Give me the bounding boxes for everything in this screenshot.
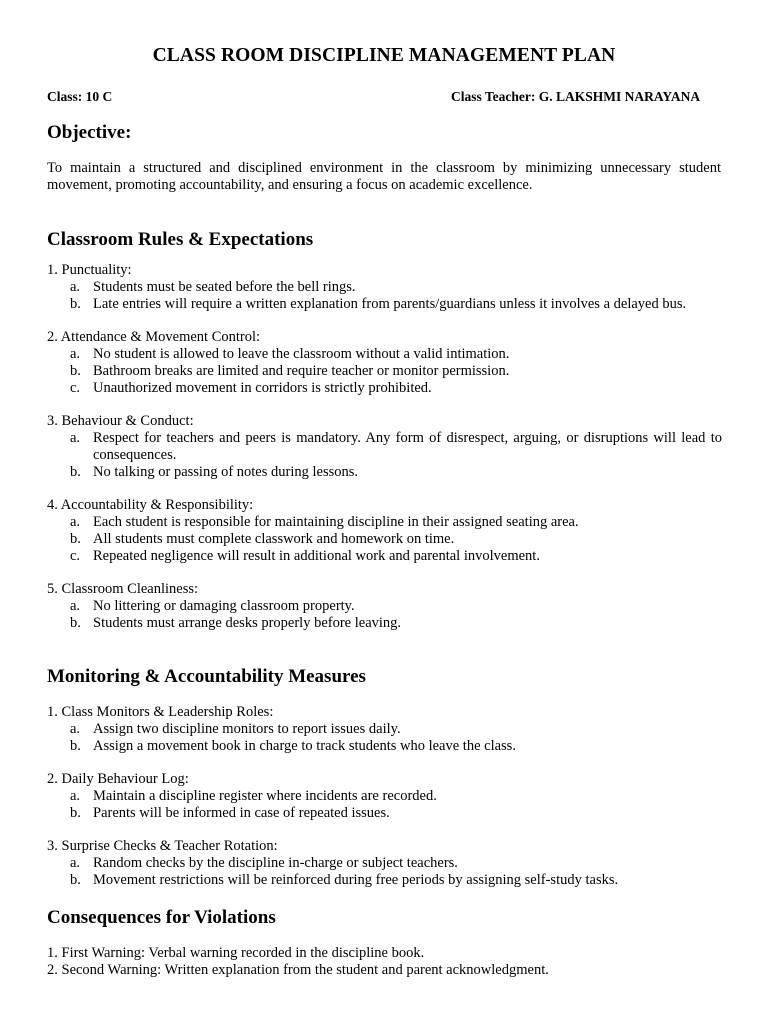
list-item <box>70 615 722 632</box>
list-item-text: Assign a movement book in charge to track students who leave the class. <box>93 738 516 754</box>
list-item-text: Respect for teachers and peers is mandatory. Any form of disrespect, arguing, or disruptions will lead to consequences. <box>93 430 722 463</box>
list-item-text: No littering or damaging classroom property. <box>93 598 355 614</box>
consequence-item: 1. First Warning: Verbal warning recorded in the discipline book. <box>47 945 425 961</box>
list-item-letter: b. <box>70 296 81 312</box>
class-teacher-label: Class Teacher: G. LAKSHMI NARAYANA <box>451 89 701 104</box>
list-item-letter: a. <box>70 855 81 871</box>
list-item-text: Late entries will require a written explanation from parents/guardians unless it involves a delayed bus. <box>93 296 687 312</box>
list-item-letter: c. <box>70 380 81 396</box>
list-item <box>70 346 722 363</box>
rule-group-title: 3. Behaviour & Conduct: <box>47 413 194 429</box>
list-item-text: Assign two discipline monitors to report issues daily. <box>93 721 401 737</box>
list-item <box>70 279 722 296</box>
list-item-text: No talking or passing of notes during lessons. <box>93 464 359 480</box>
list-item <box>70 430 722 464</box>
list-item-letter: a. <box>70 430 81 446</box>
list-item <box>70 548 722 565</box>
list-item <box>70 598 722 615</box>
list-item-text: Maintain a discipline register where incidents are recorded. <box>93 788 437 804</box>
rule-group-title: 2. Attendance & Movement Control: <box>47 329 261 345</box>
rules-heading: Classroom Rules & Expectations <box>47 229 314 250</box>
list-item-letter: a. <box>70 721 81 737</box>
list-item <box>70 380 722 397</box>
rule-group-title: 4. Accountability & Responsibility: <box>47 497 254 513</box>
list-item-text: Repeated negligence will result in additional work and parental involvement. <box>93 548 540 564</box>
document-title: CLASS ROOM DISCIPLINE MANAGEMENT PLAN <box>152 45 616 66</box>
list-item-letter: b. <box>70 615 81 631</box>
list-item-letter: b. <box>70 805 81 821</box>
list-item <box>70 855 722 872</box>
class-label: Class: 10 C <box>47 89 113 104</box>
list-item <box>70 296 722 313</box>
list-item <box>70 363 722 380</box>
list-item <box>70 805 722 822</box>
monitoring-group-title: 3. Surprise Checks & Teacher Rotation: <box>47 838 278 854</box>
list-item-text: Bathroom breaks are limited and require teacher or monitor permission. <box>93 363 510 379</box>
list-item-text: Parents will be informed in case of repeated issues. <box>93 805 390 821</box>
list-item-letter: b. <box>70 464 81 480</box>
rule-group-title: 5. Classroom Cleanliness: <box>47 581 199 597</box>
consequences-heading: Consequences for Violations <box>47 907 276 928</box>
list-item-letter: b. <box>70 872 81 888</box>
list-item-text: Unauthorized movement in corridors is strictly prohibited. <box>93 380 432 396</box>
list-item-letter: b. <box>70 738 81 754</box>
list-item-letter: a. <box>70 788 81 804</box>
monitoring-heading: Monitoring & Accountability Measures <box>47 666 366 687</box>
list-item-text: Movement restrictions will be reinforced during free periods by assigning self-study tasks. <box>93 872 619 888</box>
objective-heading: Objective: <box>47 122 132 143</box>
list-item-letter: b. <box>70 531 81 547</box>
list-item <box>70 514 722 531</box>
objective-text: To maintain a structured and disciplined environment in the classroom by minimizing unnecessary student movement, promoting accountability, and ensuring a focus on academic excellence. <box>47 160 721 193</box>
list-item <box>70 531 722 548</box>
list-item-letter: a. <box>70 279 81 295</box>
list-item-text: Each student is responsible for maintaining discipline in their assigned seating area. <box>93 514 579 530</box>
list-item-text: Random checks by the discipline in-charge or subject teachers. <box>93 855 458 871</box>
list-item <box>70 721 722 738</box>
list-item <box>70 788 722 805</box>
list-item-letter: a. <box>70 514 81 530</box>
list-item <box>70 872 722 889</box>
monitoring-group-title: 1. Class Monitors & Leadership Roles: <box>47 704 274 720</box>
list-item-text: Students must be seated before the bell rings. <box>93 279 356 295</box>
list-item-text: No student is allowed to leave the classroom without a valid intimation. <box>93 346 510 362</box>
list-item <box>70 738 722 755</box>
list-item-letter: b. <box>70 363 81 379</box>
monitoring-group-title: 2. Daily Behaviour Log: <box>47 771 189 787</box>
consequence-item: 2. Second Warning: Written explanation from the student and parent acknowledgment. <box>47 962 549 978</box>
list-item-text: All students must complete classwork and homework on time. <box>93 531 455 547</box>
list-item-letter: a. <box>70 598 81 614</box>
list-item <box>70 464 722 481</box>
list-item-letter: c. <box>70 548 81 564</box>
list-item-text: Students must arrange desks properly before leaving. <box>93 615 402 631</box>
list-item-letter: a. <box>70 346 81 362</box>
rule-group-title: 1. Punctuality: <box>47 262 132 278</box>
